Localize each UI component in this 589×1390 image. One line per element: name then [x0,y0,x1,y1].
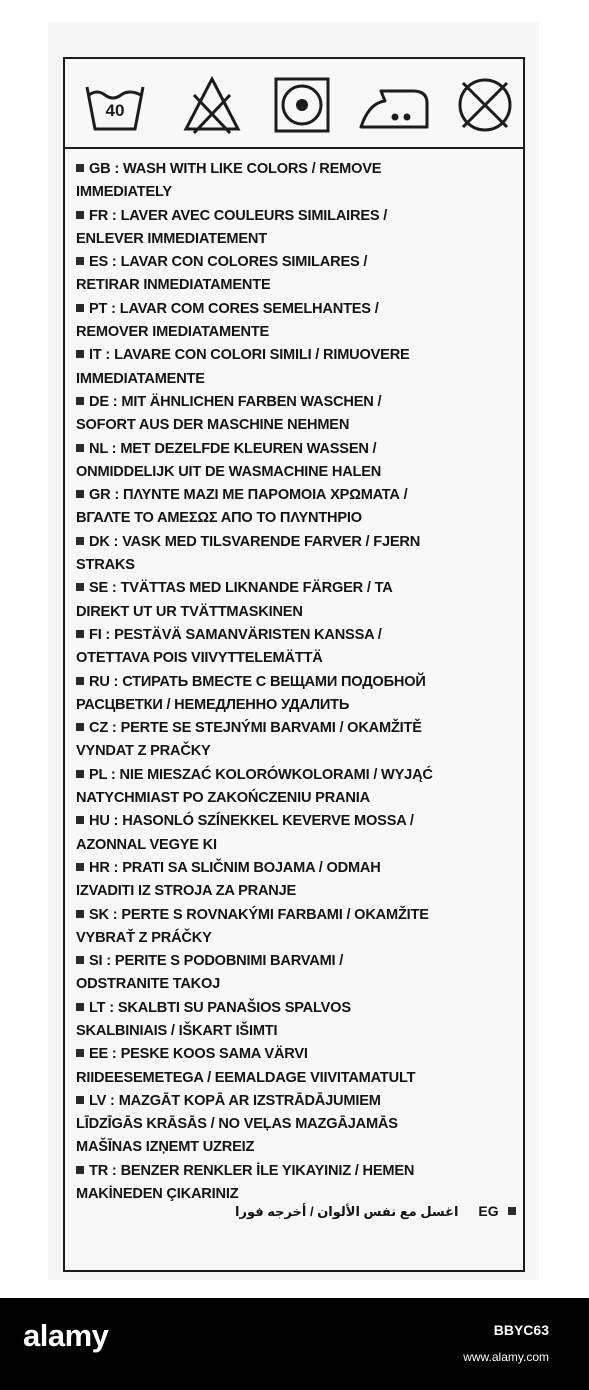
bullet-square-icon [76,211,84,219]
instruction-text: PERITE S PODOBNIMI BARVAMI / [114,953,344,970]
instruction-text: STRAKS [76,557,135,574]
instruction-line-continuation [76,274,521,297]
language-code: LT : [89,999,114,1016]
instruction-text: MAŠĪNAS IZŅEMT UZREIZ [76,1139,255,1156]
instruction-line-start [76,1090,521,1113]
bullet-square-icon [76,1003,84,1011]
instruction-line-start [76,764,521,787]
language-code: HR : [89,859,119,876]
instruction-line-continuation [76,647,521,670]
language-code: HU : [89,813,119,830]
instruction-line-continuation [76,181,521,204]
language-code: RU : [89,673,119,690]
bullet-square-icon [76,816,84,824]
instruction-text: VASK MED TILSVARENDE FARVER / FJERN [122,533,421,550]
language-code: PL : [89,766,116,783]
instruction-text: IMMEDIATAMENTE [76,370,205,387]
bullet-square-icon [76,630,84,638]
instruction-text: LAVAR COM CORES SEMELHANTES / [119,300,379,317]
instruction-text: IZVADITI IZ STROJA ZA PRANJE [76,883,297,900]
instruction-line-start [76,904,521,927]
bullet-square-icon [76,956,84,964]
instruction-text: СТИРАТЬ ВМЕСТЕ С ВЕЩАМИ ПОДОБНОЙ [122,673,426,690]
bullet-square-icon [76,490,84,498]
instruction-text: SKALBTI SU PANAŠIOS SPALVOS [117,999,351,1016]
instruction-text: WASH WITH LIKE COLORS / REMOVE [123,161,382,177]
instruction-line-continuation [76,554,521,577]
language-code: ES : [89,254,117,271]
instruction-text: ΠΛΥΝΤΕ ΜΑΖΙ ΜΕ ΠΑΡΟΜΟΙΑ ΧΡΩΜΑΤΑ / [123,487,408,504]
instruction-line-start [76,1043,521,1066]
wash-40-icon [83,73,147,137]
wash-temperature: 40 [105,101,125,120]
language-code: EE : [89,1046,117,1063]
language-code: TR : [89,1162,117,1179]
bullet-square-icon [76,304,84,312]
instruction-line-start [76,997,521,1020]
instruction-text: VYBRAŤ Z PRÁČKY [76,929,212,946]
language-code: SE : [89,580,117,597]
bullet-square-icon [76,444,84,452]
instruction-line-start [76,298,521,321]
bullet-square-icon [76,910,84,918]
instruction-text: NIE MIESZAĆ KOLORÓWKOLORAMI / WYJĄĆ [119,766,433,783]
instruction-line-start [76,531,521,554]
instruction-line-start [76,950,521,973]
bullet-square-icon [76,537,84,545]
bullet-square-icon [76,257,84,265]
eg-instruction-text: اغسل مع نفس الألوان / أخرجه فورا [235,1204,459,1219]
language-code: GB : [89,161,120,177]
instruction-line-continuation [76,1113,521,1136]
bullet-square-icon [76,350,84,358]
watermark-url: www.alamy.com [463,1350,549,1364]
instruction-text: LAVER AVEC COULEURS SIMILAIRES / [120,207,388,224]
instruction-line-start [76,671,521,694]
instruction-line-start [76,810,521,833]
instruction-line-start [76,158,521,181]
instruction-text: LAVAR CON COLORES SIMILARES / [120,254,368,271]
instruction-text: RETIRAR INMEDIATAMENTE [76,277,271,294]
language-code: IT : [89,347,111,364]
instruction-line-continuation [76,414,521,437]
language-code: PT : [89,300,116,317]
instruction-line-start [76,1160,521,1183]
instruction-text: NATYCHMIAST PO ZAKOŃCZENIU PRANIA [76,790,370,807]
instruction-line-start [76,251,521,274]
eg-language-code: EG [478,1203,499,1219]
instruction-line-continuation [76,787,521,810]
instruction-text: RIIDEESEMETEGA / EEMALDAGE VIIVITAMATULT [76,1069,416,1086]
instruction-line-continuation [76,694,521,717]
instruction-text: IMMEDIATELY [76,184,172,201]
do-not-bleach-icon [180,73,244,137]
instruction-text: DIREKT UT UR TVÄTTMASKINEN [76,603,303,620]
instruction-line-start [76,391,521,414]
language-code: FR : [89,207,117,224]
instruction-line-continuation [76,461,521,484]
instruction-text: ONMIDDELIJK UIT DE WASMACHINE HALEN [76,463,382,480]
care-instructions [76,158,521,1206]
instruction-text: LAVARE CON COLORI SIMILI / RIMUOVERE [114,347,410,364]
instruction-text: PERTE S ROVNAKÝMI FARBAMI / OKAMŽITE [121,906,429,923]
instruction-text: PERTE SE STEJNÝMI BARVAMI / OKAMŽITĚ [120,720,422,737]
instruction-text: MAKİNEDEN ÇIKARINIZ [76,1186,239,1203]
instruction-text: MIT ÄHNLICHEN FARBEN WASCHEN / [121,393,382,410]
bullet-square-icon [76,723,84,731]
instruction-text: ODSTRANITE TAKOJ [76,976,221,993]
instruction-text: MAZGĀT KOPĀ AR IZSTRĀDĀJUMIEM [118,1092,381,1109]
bullet-square-icon [76,1049,84,1057]
instruction-line-continuation [76,601,521,624]
do-not-dryclean-icon [453,73,517,137]
instruction-line-continuation [76,834,521,857]
instruction-line-continuation [76,973,521,996]
instruction-line-continuation [76,1067,521,1090]
language-code: DK : [89,533,119,550]
bullet-square-icon [76,863,84,871]
language-code: NL : [89,440,117,457]
eg-line [235,1200,515,1222]
instruction-line-start [76,205,521,228]
instruction-text: REMOVER IMEDIATAMENTE [76,324,270,341]
instruction-text: PESKE KOOS SAMA VÄRVI [120,1046,308,1063]
bullet-square-icon [508,1207,516,1215]
bullet-square-icon [76,397,84,405]
instruction-line-continuation [76,321,521,344]
language-code: DE : [89,393,118,410]
instruction-line-continuation [76,740,521,763]
instruction-text: VYNDAT Z PRAČKY [76,743,211,760]
instruction-text: PRATI SA SLIČNIM BOJAMA / ODMAH [122,859,381,876]
bullet-square-icon [76,677,84,685]
instruction-line-start [76,438,521,461]
instruction-line-continuation [76,880,521,903]
instruction-line-continuation [76,507,521,530]
instruction-text: OTETTAVA POIS VIIVYTTELEMÄTTÄ [76,650,323,667]
instruction-text: SOFORT AUS DER MASCHINE NEHMEN [76,417,350,434]
tumble-dry-icon [270,73,334,137]
instruction-line-start [76,857,521,880]
instruction-line-continuation [76,927,521,950]
language-code: CZ : [89,720,117,737]
instruction-line-start [76,577,521,600]
instruction-text: BENZER RENKLER İLE YIKAYINIZ / HEMEN [120,1162,415,1179]
instruction-text: ENLEVER IMMEDIATEMENT [76,230,267,247]
instruction-line-continuation [76,1020,521,1043]
instruction-text: PESTÄVÄ SAMANVÄRISTEN KANSSA / [114,626,382,643]
instruction-text: РАСЦВЕТКИ / НЕМЕДЛЕННО УДАЛИТЬ [76,696,350,713]
bullet-square-icon [76,164,84,172]
watermark-image-code: BBYC63 [493,1322,549,1338]
language-code: LV : [89,1092,115,1109]
instruction-line-start [76,344,521,367]
instruction-text: HASONLÓ SZÍNEKKEL KEVERVE MOSSA / [122,813,414,830]
instruction-line-continuation [76,1136,521,1159]
bullet-square-icon [76,770,84,778]
instruction-text: TVÄTTAS MED LIKNANDE FÄRGER / TA [120,580,393,597]
instruction-text: SKALBINIAIS / IŠKART IŠIMTI [76,1022,278,1039]
instruction-text: LĪDZĪGĀS KRĀSĀS / NO VEĻAS MAZGĀJAMĀS [76,1116,398,1133]
bullet-square-icon [76,1166,84,1174]
instruction-text: MET DEZELFDE KLEUREN WASSEN / [120,440,377,457]
language-code: SK : [89,906,118,923]
instruction-line-continuation [76,368,521,391]
instruction-text: AZONNAL VEGYE KI [76,836,217,853]
language-code: GR : [89,487,120,504]
language-code: SI : [89,953,111,970]
watermark-brand: alamy [23,1318,109,1353]
instruction-text: ΒΓΑΛΤΕ ΤΟ ΑΜΕΣΩΣ ΑΠΟ ΤΟ ΠΛΥΝΤΗΡΙΟ [76,510,362,527]
instruction-line-start [76,484,521,507]
instruction-line-start [76,624,521,647]
bullet-square-icon [76,583,84,591]
language-code: FI : [89,626,111,643]
care-symbol-row [65,59,523,149]
instruction-line-start [76,717,521,740]
instruction-line-continuation [76,228,521,251]
iron-icon [355,73,433,137]
bullet-square-icon [76,1096,84,1104]
